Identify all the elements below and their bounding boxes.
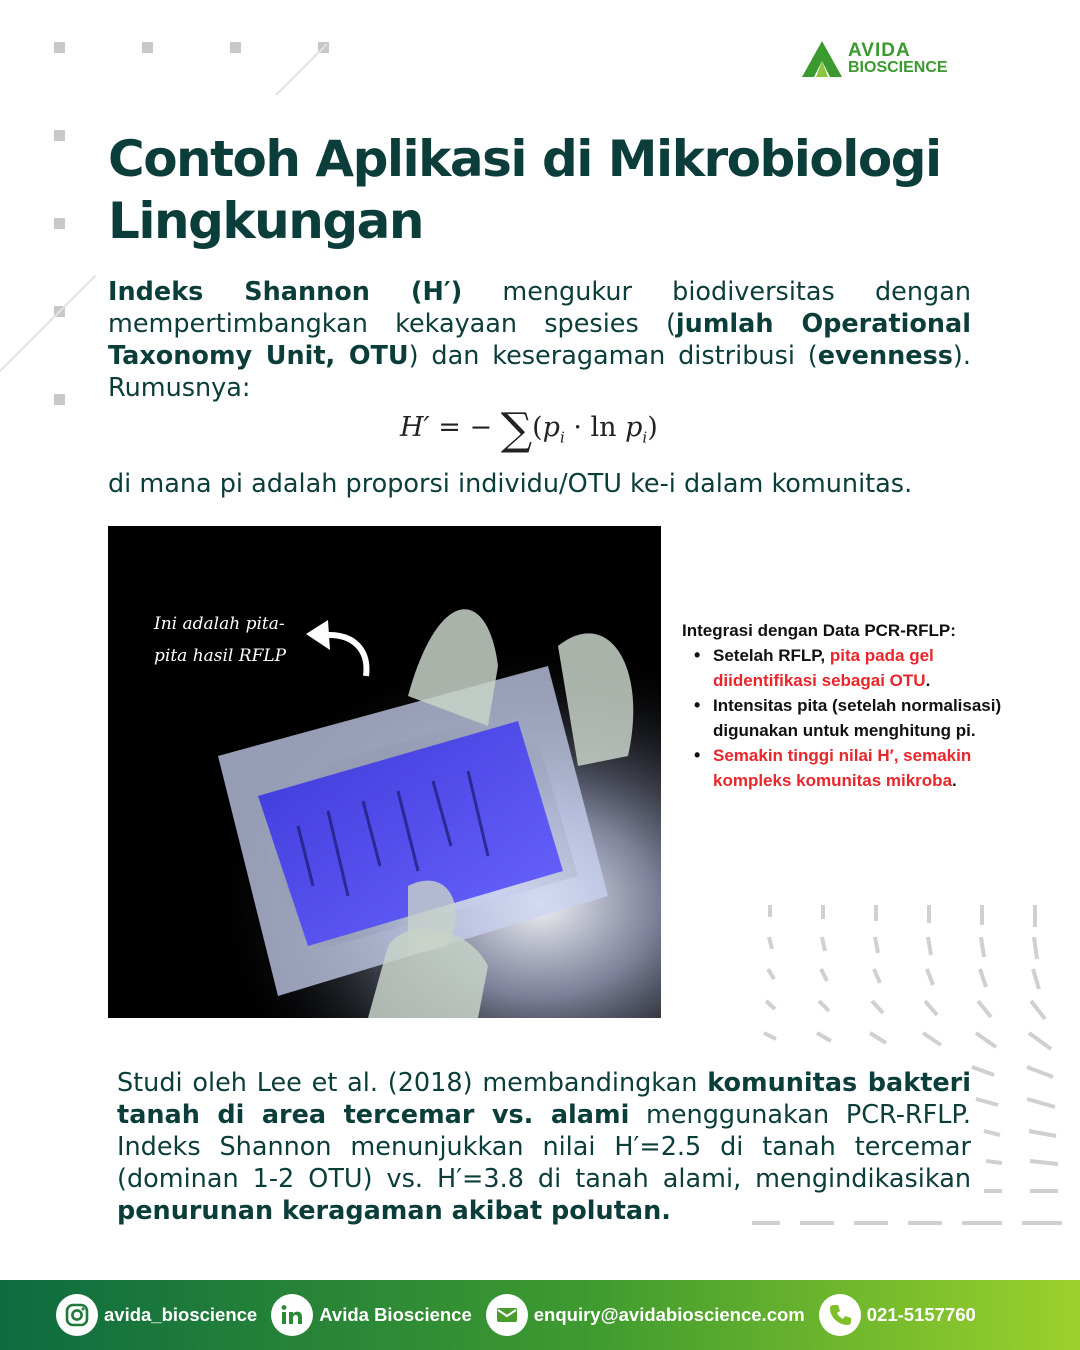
phone-icon: [819, 1294, 861, 1336]
gel-illustration: [108, 526, 661, 1018]
definition-text: di mana pi adalah proporsi individu/OTU ke-i dalam komunitas.: [108, 469, 913, 499]
study-text-1: Studi oleh Lee et al. (2018) membandingkan: [117, 1068, 708, 1098]
intro-bold-shannon: Indeks Shannon (H′): [108, 277, 463, 307]
intro-text-2: ) dan keseragaman distribusi (: [408, 341, 818, 371]
logo-line2: BIOSCIENCE: [848, 59, 948, 76]
study-paragraph: [117, 1067, 971, 1227]
intro-bold-otu: jumlah Operational Taxonomy Unit, OTU: [108, 309, 972, 371]
instagram-handle: avida_bioscience: [104, 1304, 258, 1325]
formula-dot-ln: · ln: [564, 412, 626, 443]
instagram-icon: [56, 1294, 98, 1336]
decor-square: [54, 42, 65, 53]
note-item: [682, 643, 1027, 693]
shannon-formula: [400, 404, 700, 454]
gel-photo: [108, 526, 661, 1018]
decor-square: [142, 42, 153, 53]
formula-sub-i: i: [559, 428, 565, 447]
footer-phone[interactable]: [819, 1294, 976, 1336]
footer-email[interactable]: [486, 1294, 805, 1336]
intro-bold-evenness: evenness: [817, 341, 953, 371]
page-title: [108, 128, 988, 252]
notes-list: [682, 643, 1027, 793]
formula-p2: p: [625, 412, 643, 443]
photo-caption-line1: Ini adalah pita-: [154, 614, 285, 634]
study-text-2: menggunakan PCR-RFLP. Indeks Shannon menunjukkan nilai H′=2.5 di tanah tercemar (dominan 1-2 OTU) vs. H′=3.8 di tanah alami, mengindikasikan: [117, 1100, 971, 1194]
formula-lhs: H′ = −: [400, 412, 493, 443]
decor-line: [275, 43, 327, 95]
intro-paragraph: [108, 276, 971, 404]
decor-square: [54, 394, 65, 405]
formula-sigma: ∑: [500, 404, 533, 455]
decor-square: [54, 130, 65, 141]
logo-line1: AVIDA: [848, 40, 911, 61]
note-item: [682, 743, 1027, 793]
note-item: [682, 693, 1027, 743]
title-line1: Contoh Aplikasi di Mikrobiologi: [108, 130, 941, 188]
study-bold-1: komunitas bakteri tanah di area tercemar vs. alami: [117, 1068, 971, 1130]
note1-text: Setelah RFLP,: [713, 646, 830, 665]
intro-text-1: mengukur biodiversitas dengan mempertimbangkan kekayaan spesies (: [108, 277, 971, 339]
notes-heading: Integrasi dengan Data PCR-RFLP:: [682, 621, 956, 640]
footer-instagram[interactable]: [56, 1294, 257, 1336]
study-bold-2: penurunan keragaman akibat polutan.: [117, 1196, 671, 1226]
decor-line: [0, 275, 96, 372]
note3-end: .: [952, 771, 957, 790]
email-icon: [486, 1294, 528, 1336]
pcr-rflp-notes: [682, 618, 1027, 793]
note3-highlight: Semakin tinggi nilai H′, semakin kompleks komunitas mikroba: [713, 746, 972, 790]
avida-logo-icon: [800, 39, 844, 79]
formula-p: p: [542, 412, 560, 443]
contact-footer: [0, 1280, 1080, 1350]
email-address: enquiry@avidabioscience.com: [533, 1304, 805, 1325]
note1-highlight: pita pada gel diidentifikasi sebagai OTU: [713, 646, 934, 690]
title-line2: Lingkungan: [108, 192, 423, 250]
formula-paren-open: (: [532, 412, 543, 443]
linkedin-name: Avida Bioscience: [319, 1304, 472, 1325]
formula-paren-close: ): [647, 412, 658, 443]
phone-number: 021-5157760: [866, 1304, 976, 1325]
photo-caption-line2: pita hasil RFLP: [154, 646, 287, 666]
photo-caption: [154, 608, 286, 672]
footer-linkedin[interactable]: [271, 1294, 472, 1336]
formula-sub-i2: i: [642, 428, 648, 447]
linkedin-icon: [271, 1294, 313, 1336]
brand-logo: [800, 38, 1000, 80]
decor-square: [54, 218, 65, 229]
note1-end: .: [925, 671, 931, 690]
note2-text: Intensitas pita (setelah normalisasi) digunakan untuk menghitung pi.: [713, 696, 1002, 740]
decor-square: [230, 42, 241, 53]
intro-text-3: ). Rumusnya:: [108, 341, 971, 403]
